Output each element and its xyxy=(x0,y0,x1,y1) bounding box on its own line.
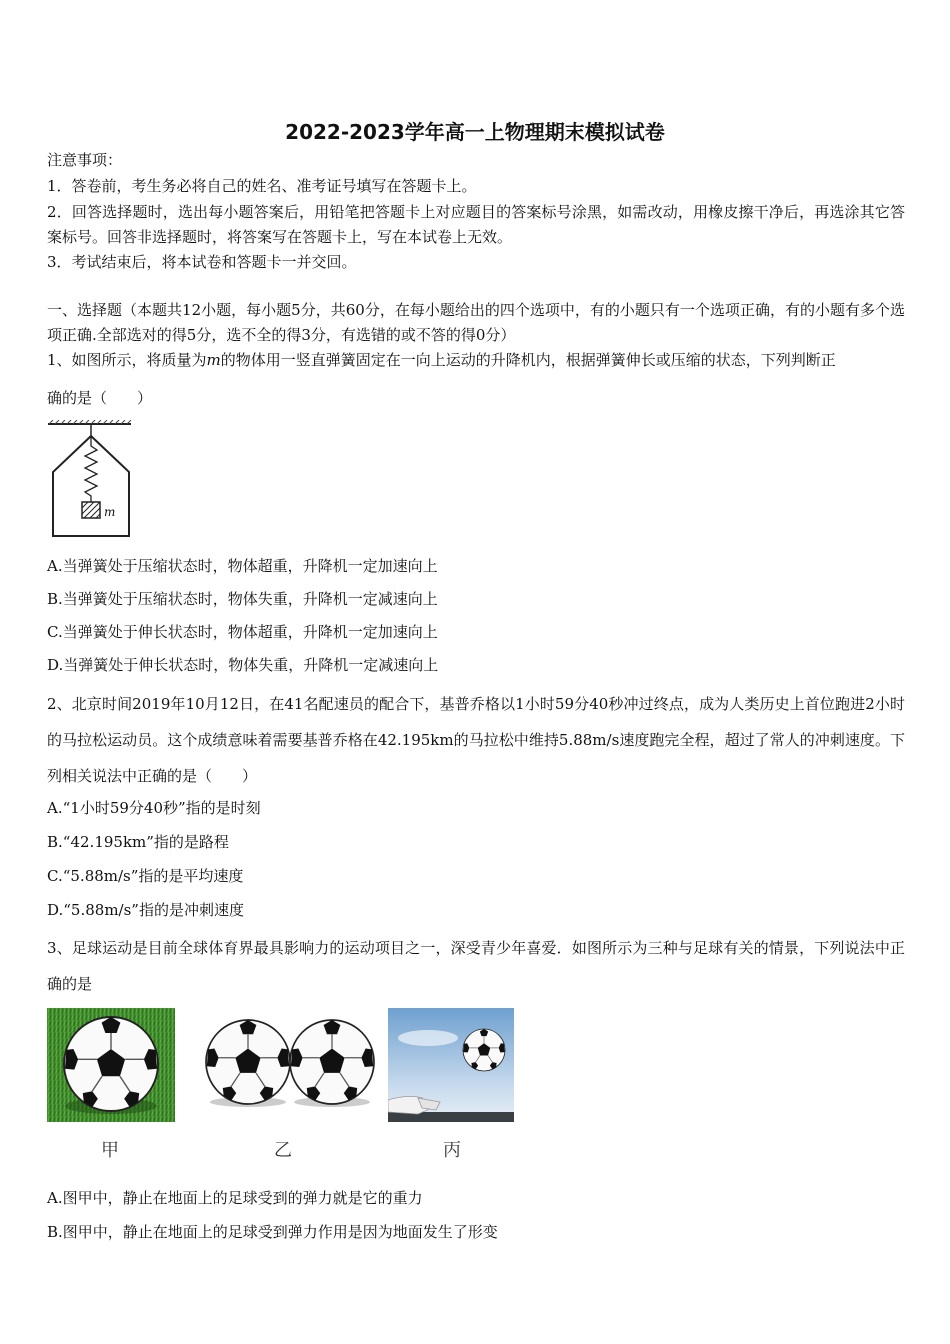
football-right xyxy=(290,1020,374,1104)
notice-heading: 注意事项： xyxy=(47,151,123,169)
cloud xyxy=(398,1030,458,1046)
two-footballs-image xyxy=(202,1014,378,1110)
question-1-stem xyxy=(47,350,836,370)
mass-symbol: m xyxy=(206,351,221,369)
question-1-stem-part1: 1、如图所示，将质量为 xyxy=(47,351,207,369)
elevator-spring-figure xyxy=(45,420,137,540)
question-1-stem-part2: 的物体用一竖直弹簧固定在一向上运动的升降机内，根据弹簧伸长或压缩的状态，下列判断正 xyxy=(220,351,836,369)
mass-label: m xyxy=(104,505,116,519)
question-3-option-b: B.图甲中，静止在地面上的足球受到弹力作用是因为地面发生了形变 xyxy=(47,1223,498,1241)
elevator-cabin xyxy=(53,436,129,536)
question-1-option-c: C.当弹簧处于伸长状态时，物体超重，升降机一定加速向上 xyxy=(47,623,438,641)
section-heading: 一、选择题（本题共12小题，每小题5分，共60分，在每小题给出的四个选项中，有的小题只有一个选项正确，有的小题有多个选项正确.全部选对的得5分，选不全的得3分，有选错的或不答的得0分） xyxy=(47,301,905,344)
question-2-option-c: C.“5.88m/s”指的是平均速度 xyxy=(47,867,244,885)
question-2-option-d: D.“5.88m/s”指的是冲刺速度 xyxy=(47,901,244,919)
spring xyxy=(85,436,97,502)
question-1-option-a: A.当弹簧处于压缩状态时，物体超重，升降机一定加速向上 xyxy=(47,557,438,575)
question-3-option-a: A.图甲中，静止在地面上的足球受到的弹力就是它的重力 xyxy=(47,1189,423,1207)
notice-item-2: 2．回答选择题时，选出每小题答案后，用铅笔把答题卡上对应题目的答案标号涂黑，如需改动，用橡皮擦干净后，再选涂其它答案标号。回答非选择题时，将答案写在答题卡上，写在本试卷上无效。 xyxy=(47,203,905,246)
question-2-stem: 2、北京时间2019年10月12日，在41名配速员的配合下，基普乔格以1小时59分40秒冲过终点，成为人类历史上首位跑进2小时的马拉松运动员。这个成绩意味着需要基普乔格在42.195km的马拉松中维持5.88m/s速度跑完全程，超过了常人的冲刺速度。下列相关说法中正确的是（ ） xyxy=(47,695,905,785)
question-3-stem: 3、足球运动是目前全球体育界最具影响力的运动项目之一，深受青少年喜爱．如图所示为三种与足球有关的情景，下列说法中正确的是 xyxy=(47,939,905,993)
caption-bing: 丙 xyxy=(443,1140,461,1161)
question-1-stem-end: 确的是（ ） xyxy=(47,389,153,407)
flying-football xyxy=(463,1029,505,1071)
question-1-option-d: D.当弹簧处于伸长状态时，物体失重，升降机一定减速向上 xyxy=(47,656,439,674)
football-on-grass-image xyxy=(47,1008,175,1122)
football-left xyxy=(206,1020,290,1104)
caption-yi: 乙 xyxy=(274,1140,292,1161)
question-1-option-b: B.当弹簧处于压缩状态时，物体失重，升降机一定减速向上 xyxy=(47,590,438,608)
question-2-option-a: A.“1小时59分40秒”指的是时刻 xyxy=(47,799,261,817)
notice-item-3: 3．考试结束后，将本试卷和答题卡一并交回。 xyxy=(47,253,357,271)
caption-jia: 甲 xyxy=(101,1140,119,1161)
page-title: 2022-2023学年高一上物理期末模拟试卷 xyxy=(285,120,665,144)
goalkeeper-image xyxy=(388,1008,514,1122)
question-2-option-b: B.“42.195km”指的是路程 xyxy=(47,833,229,851)
notice-item-1: 1．答卷前，考生务必将自己的姓名、准考证号填写在答题卡上。 xyxy=(47,177,477,195)
football xyxy=(64,1017,158,1111)
